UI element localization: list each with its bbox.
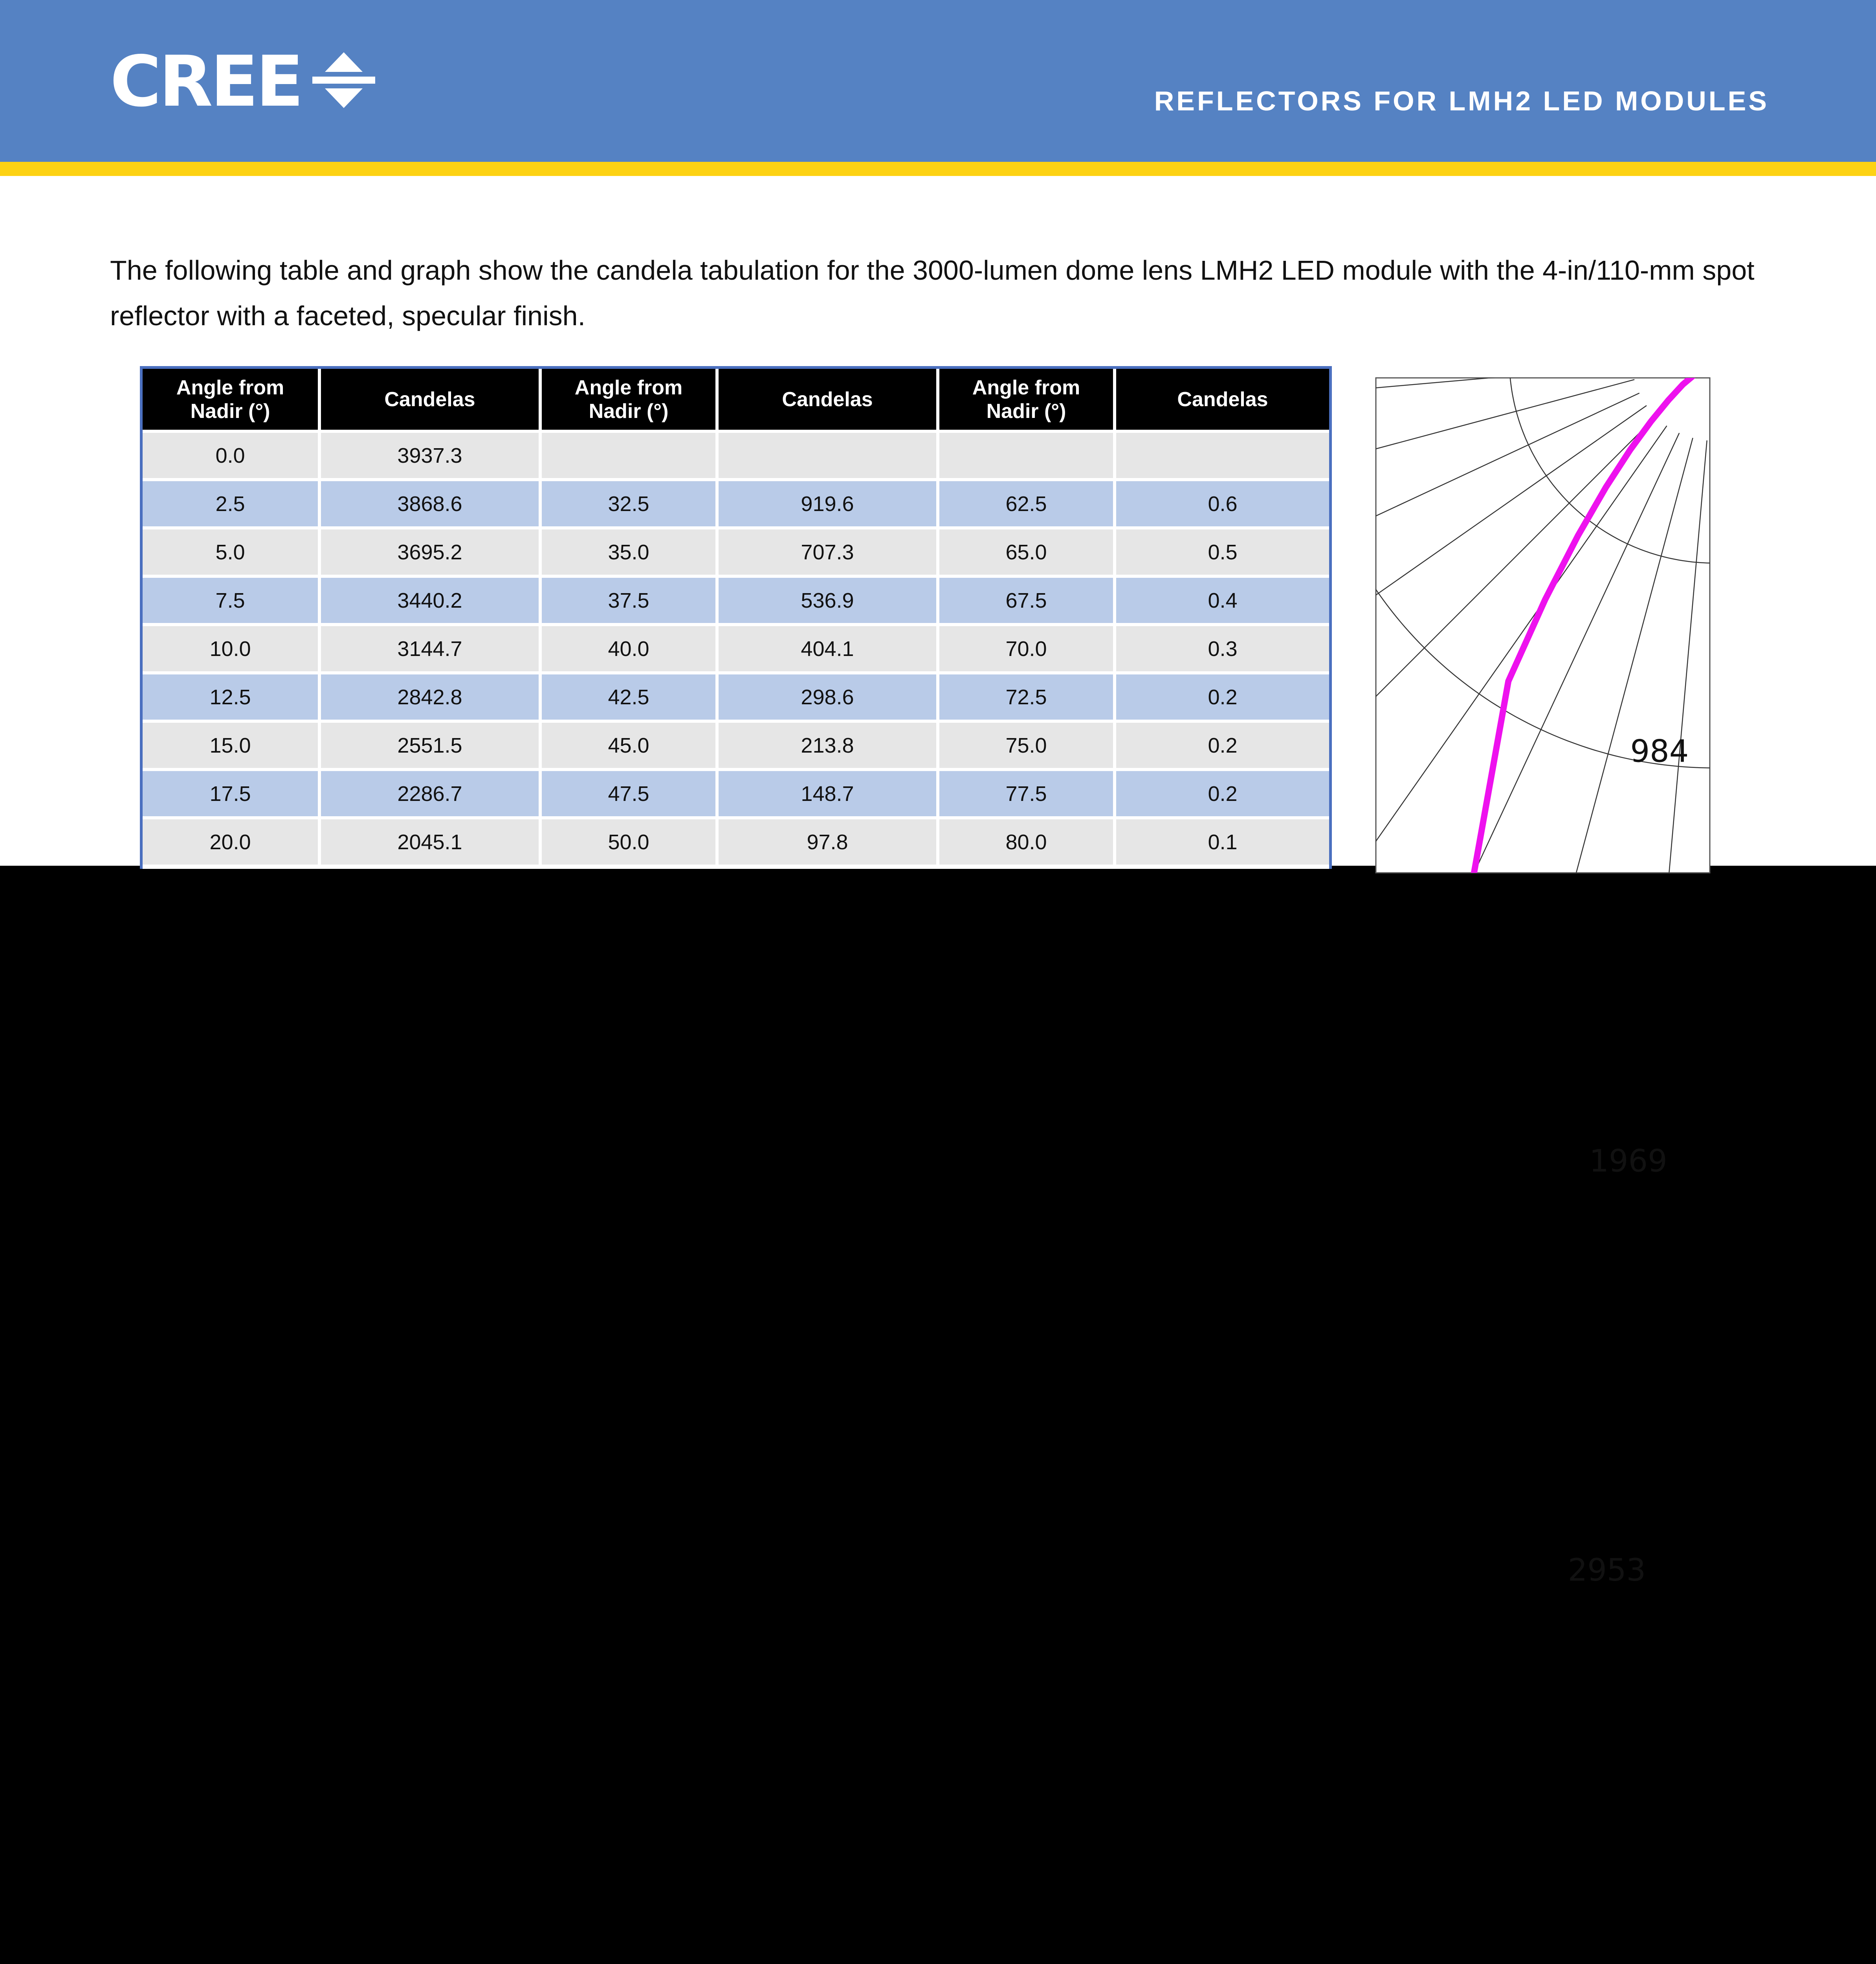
table-cell: 2.5	[143, 480, 319, 528]
candela-point	[1713, 357, 1715, 359]
chart-frame	[1376, 378, 1710, 873]
table-cell: 40.0	[540, 625, 717, 673]
candela-point	[1713, 357, 1715, 359]
table-cell: 536.9	[717, 576, 938, 625]
table-row	[143, 769, 1329, 818]
table-cell: 2842.8	[319, 673, 540, 721]
candela-point	[1682, 383, 1684, 386]
table-header-row	[143, 369, 1329, 431]
table-cell: 404.1	[717, 625, 938, 673]
candela-point	[1526, 1777, 1528, 1779]
table-row	[143, 721, 1329, 769]
cree-logo	[110, 41, 375, 122]
table-cell: 0.2	[1115, 673, 1329, 721]
table-cell: 0.1	[1115, 818, 1329, 866]
table-cell: 3868.6	[319, 480, 540, 528]
header-title: REFLECTORS FOR LMH2 LED MODULES	[1154, 86, 1769, 116]
ring-label-1969: 1969	[1589, 1143, 1667, 1179]
table-cell: 0.3	[1115, 625, 1329, 673]
table-cell: 80.0	[938, 818, 1115, 866]
candela-point	[1427, 1265, 1429, 1268]
table-cell: 0.6	[1115, 480, 1329, 528]
table-cell: 47.5	[540, 769, 717, 818]
table-row	[143, 528, 1329, 576]
table-cell: 10.0	[143, 625, 319, 673]
candela-point	[1579, 1890, 1581, 1892]
candela-point	[1629, 449, 1631, 451]
table-cell: 3144.7	[319, 625, 540, 673]
table-cell	[1115, 431, 1329, 480]
candela-point	[1577, 535, 1579, 537]
candela-point	[1544, 598, 1546, 601]
candela-point	[1713, 357, 1715, 359]
table-cell: 72.5	[938, 673, 1115, 721]
table-row	[143, 673, 1329, 721]
intro-paragraph: The following table and graph show the candela tabulation for the 3000-lumen dome lens LMH2 LED module with the 4-in/110-mm spot reflector with a faceted, specular finish.	[110, 255, 1755, 331]
ring-label-2953: 2953	[1568, 1552, 1646, 1588]
table-cell: 15.0	[143, 721, 319, 769]
table-cell: 75.0	[938, 721, 1115, 769]
candela-point	[1713, 357, 1715, 359]
candela-point	[1485, 1647, 1488, 1649]
candela-point	[1438, 1383, 1440, 1385]
header-angle-1: Angle from Nadir (°)	[143, 369, 319, 431]
table-cell: 50.0	[540, 818, 717, 866]
table-cell: 0.4	[1115, 576, 1329, 625]
table-cell: 12.5	[143, 673, 319, 721]
table-cell: 67.5	[938, 576, 1115, 625]
header-angle-3: Angle from Nadir (°)	[938, 369, 1115, 431]
table-row	[143, 576, 1329, 625]
header-candelas-2: Candelas	[717, 369, 938, 431]
table-cell	[717, 431, 938, 480]
table-cell: 0.2	[1115, 721, 1329, 769]
table-cell	[938, 431, 1115, 480]
table-cell: 5.0	[143, 528, 319, 576]
table-cell: 0.0	[143, 431, 319, 480]
ring-label-984: 984	[1630, 734, 1689, 769]
candela-point	[1713, 357, 1715, 359]
table-cell: 62.5	[938, 480, 1115, 528]
table-row	[143, 625, 1329, 673]
header-accent-bar	[0, 162, 1876, 176]
table-cell: 7.5	[143, 576, 319, 625]
table-cell: 32.5	[540, 480, 717, 528]
header-candelas-1: Candelas	[319, 369, 540, 431]
table-cell: 298.6	[717, 673, 938, 721]
table-cell: 0.5	[1115, 528, 1329, 576]
table-cell: 3695.2	[319, 528, 540, 576]
candela-point	[1667, 399, 1670, 401]
table-cell: 3440.2	[319, 576, 540, 625]
candela-point	[1422, 1157, 1424, 1160]
candela-point	[1457, 1513, 1459, 1515]
table-cell: 65.0	[938, 528, 1115, 576]
brand-wordmark: CREE	[110, 41, 301, 122]
candela-point	[1713, 357, 1715, 359]
candela-table-container	[140, 366, 1332, 869]
candela-polar-chart-svg	[1374, 374, 1713, 1588]
table-cell: 2286.7	[319, 769, 540, 818]
table-cell	[540, 431, 717, 480]
table-cell: 3937.3	[319, 431, 540, 480]
table-cell: 37.5	[540, 576, 717, 625]
table-cell: 707.3	[717, 528, 938, 576]
candela-point	[1507, 680, 1509, 682]
table-cell: 17.5	[143, 769, 319, 818]
table-cell: 0.2	[1115, 769, 1329, 818]
table-cell: 77.5	[938, 769, 1115, 818]
table-cell: 2551.5	[319, 721, 540, 769]
cree-diamond-logo-icon	[312, 52, 375, 111]
page-header	[0, 0, 1876, 162]
header-angle-2: Angle from Nadir (°)	[540, 369, 717, 431]
table-cell: 20.0	[143, 818, 319, 866]
table-row	[143, 431, 1329, 480]
table-cell: 97.8	[717, 818, 938, 866]
table-cell: 213.8	[717, 721, 938, 769]
table-cell: 2045.1	[319, 818, 540, 866]
candela-point	[1713, 357, 1715, 359]
table-cell: 919.6	[717, 480, 938, 528]
table-cell: 42.5	[540, 673, 717, 721]
table-cell: 35.0	[540, 528, 717, 576]
table-row	[143, 818, 1329, 866]
table-row	[143, 480, 1329, 528]
candela-table	[143, 369, 1329, 868]
header-candelas-3: Candelas	[1115, 369, 1329, 431]
candela-polar-chart	[1374, 374, 1713, 1588]
candela-point	[1713, 357, 1715, 359]
table-cell: 70.0	[938, 625, 1115, 673]
table-cell: 148.7	[717, 769, 938, 818]
table-cell: 45.0	[540, 721, 717, 769]
candela-point	[1650, 420, 1652, 422]
candela-point	[1605, 486, 1607, 488]
